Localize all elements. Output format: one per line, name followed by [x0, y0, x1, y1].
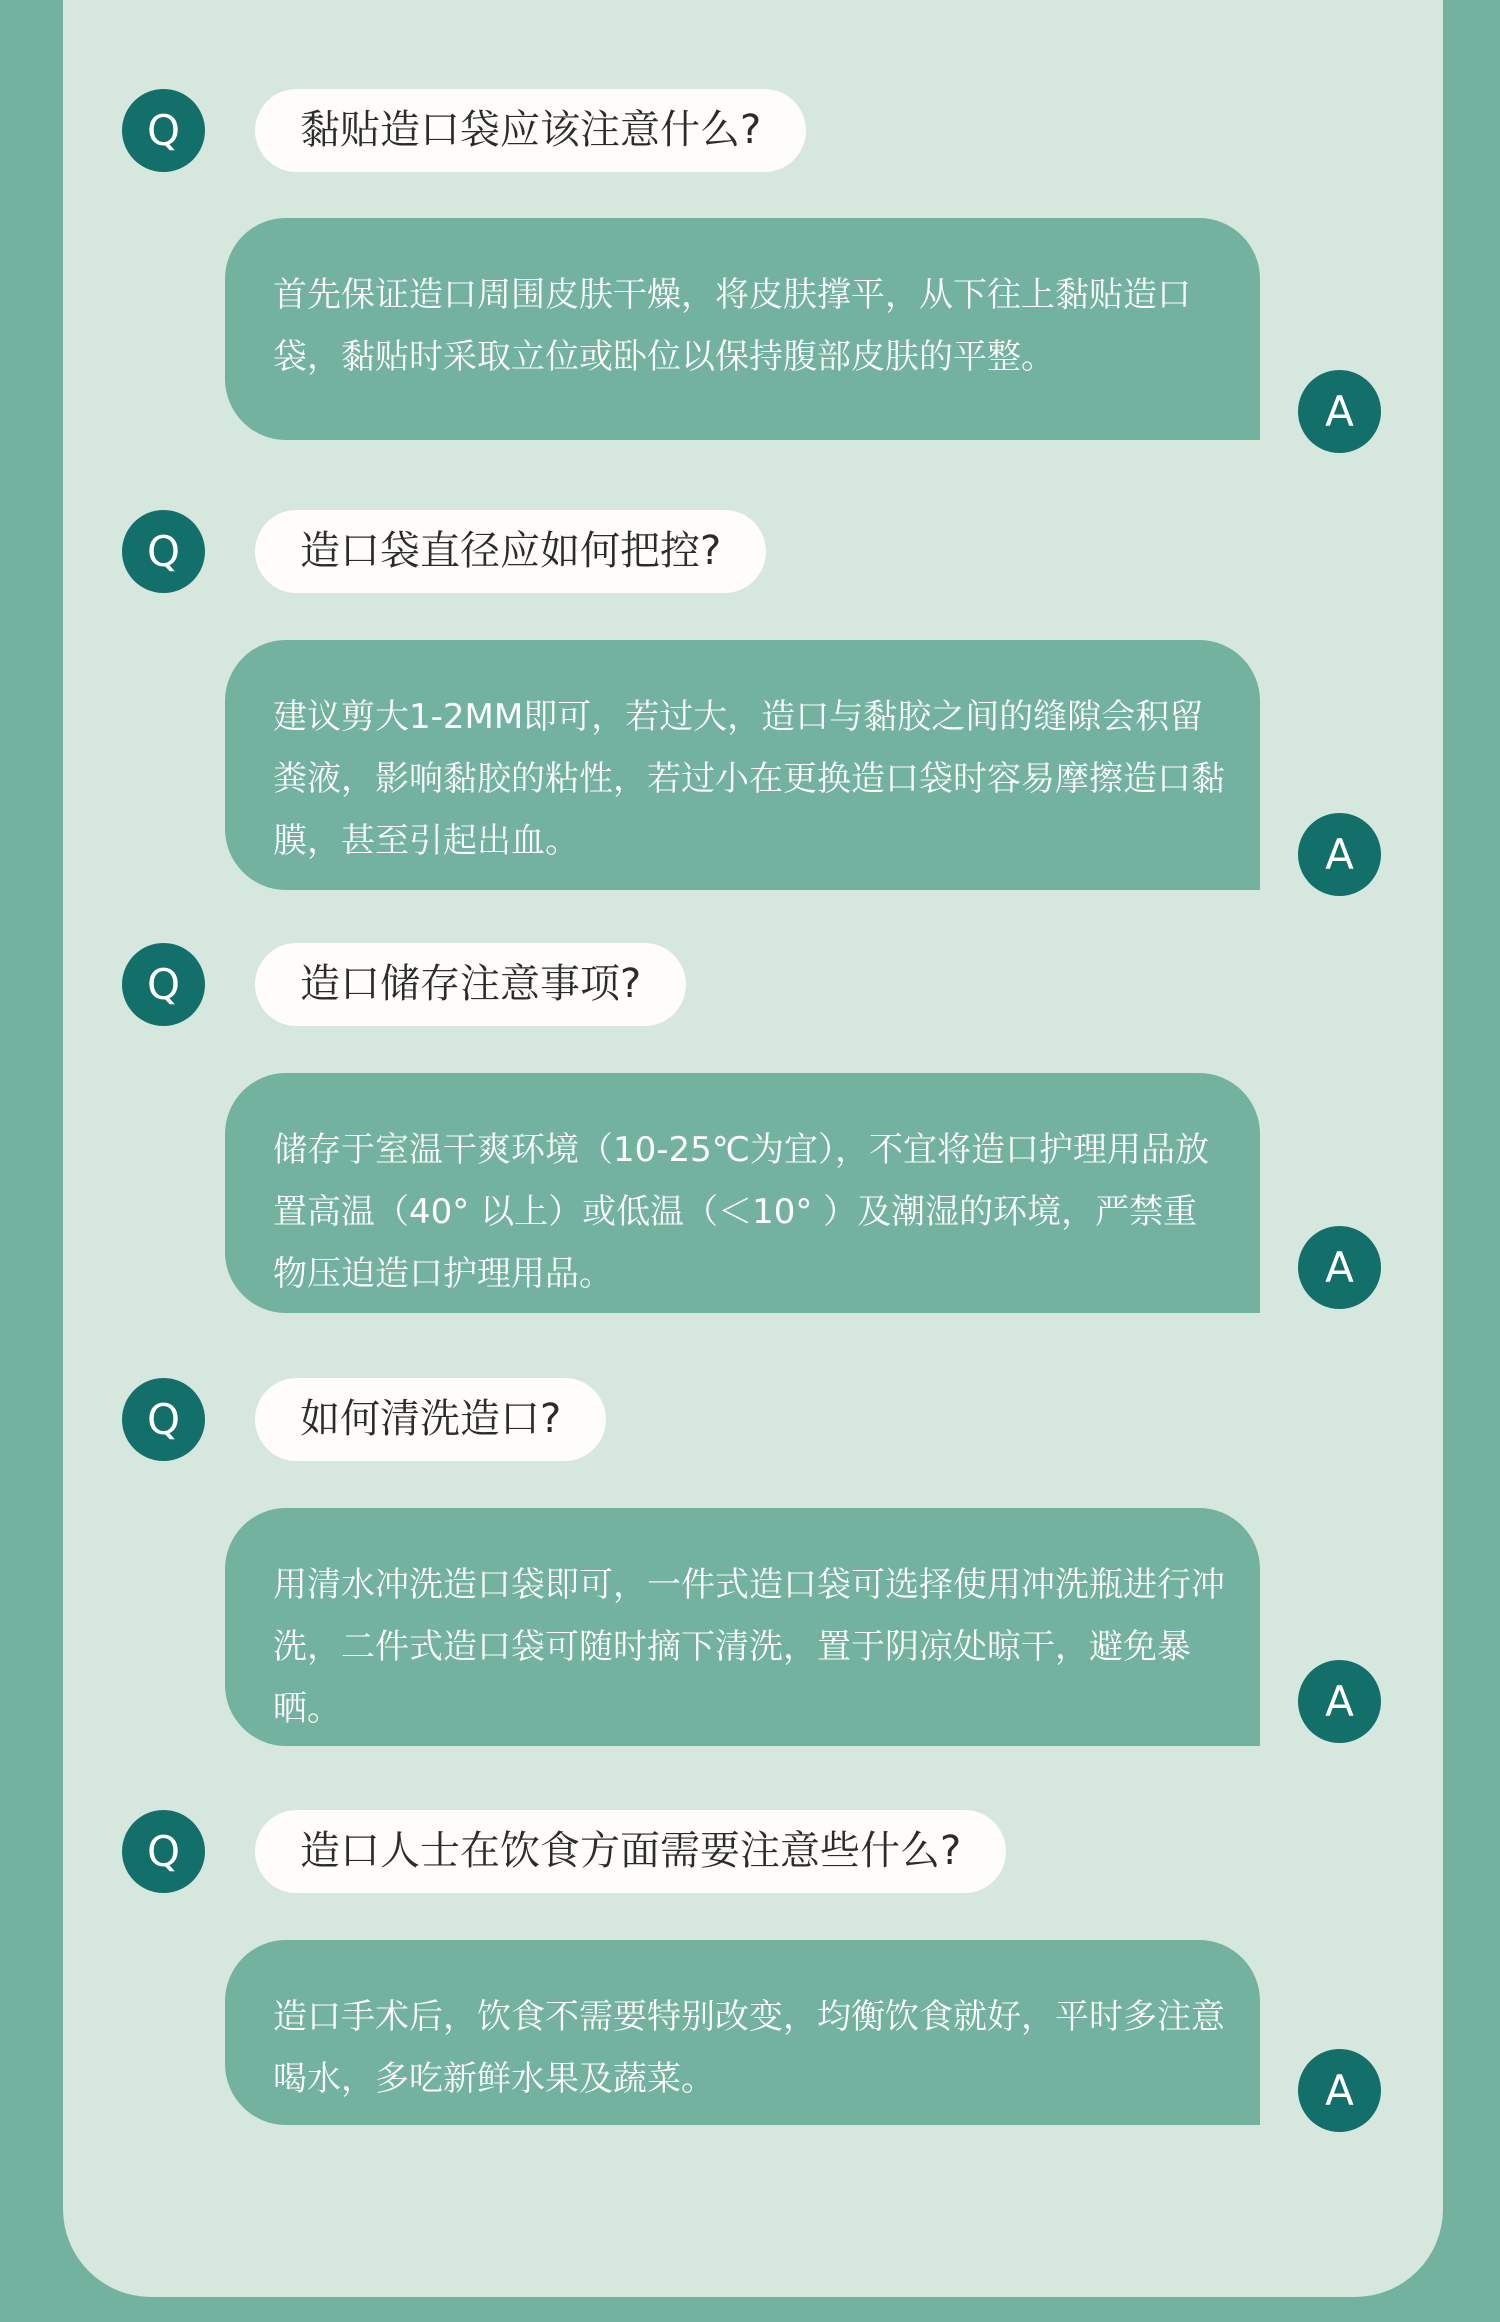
q-badge-icon: Q — [122, 1378, 205, 1461]
a-badge-icon: A — [1298, 1660, 1381, 1743]
q-badge-icon: Q — [122, 943, 205, 1026]
a-badge-icon: A — [1298, 370, 1381, 453]
question-pill: 造口人士在饮食方面需要注意些什么? — [255, 1810, 1006, 1893]
question-pill: 黏贴造口袋应该注意什么? — [255, 89, 806, 172]
question-pill: 如何清洗造口? — [255, 1378, 606, 1461]
q-badge-icon: Q — [122, 1810, 205, 1893]
a-badge-icon: A — [1298, 813, 1381, 896]
answer-bubble: 造口手术后，饮食不需要特别改变，均衡饮食就好，平时多注意喝水，多吃新鲜水果及蔬菜。 — [225, 1940, 1260, 2125]
a-badge-icon: A — [1298, 2049, 1381, 2132]
a-badge-icon: A — [1298, 1226, 1381, 1309]
q-badge-icon: Q — [122, 89, 205, 172]
answer-bubble: 建议剪大1-2MM即可，若过大，造口与黏胶之间的缝隙会积留粪液，影响黏胶的粘性，若过小在更换造口袋时容易摩擦造口黏膜，甚至引起出血。 — [225, 640, 1260, 890]
answer-bubble: 用清水冲洗造口袋即可，一件式造口袋可选择使用冲洗瓶进行冲洗，二件式造口袋可随时摘下清洗，置于阴凉处晾干，避免暴晒。 — [225, 1508, 1260, 1746]
question-pill: 造口袋直径应如何把控? — [255, 510, 766, 593]
answer-bubble: 首先保证造口周围皮肤干燥，将皮肤撑平，从下往上黏贴造口袋，黏贴时采取立位或卧位以保持腹部皮肤的平整。 — [225, 218, 1260, 440]
question-pill: 造口储存注意事项? — [255, 943, 686, 1026]
answer-bubble: 储存于室温干爽环境（10-25℃为宜），不宜将造口护理用品放置高温（40° 以上）或低温（＜10° ）及潮湿的环境，严禁重物压迫造口护理用品。 — [225, 1073, 1260, 1313]
q-badge-icon: Q — [122, 510, 205, 593]
